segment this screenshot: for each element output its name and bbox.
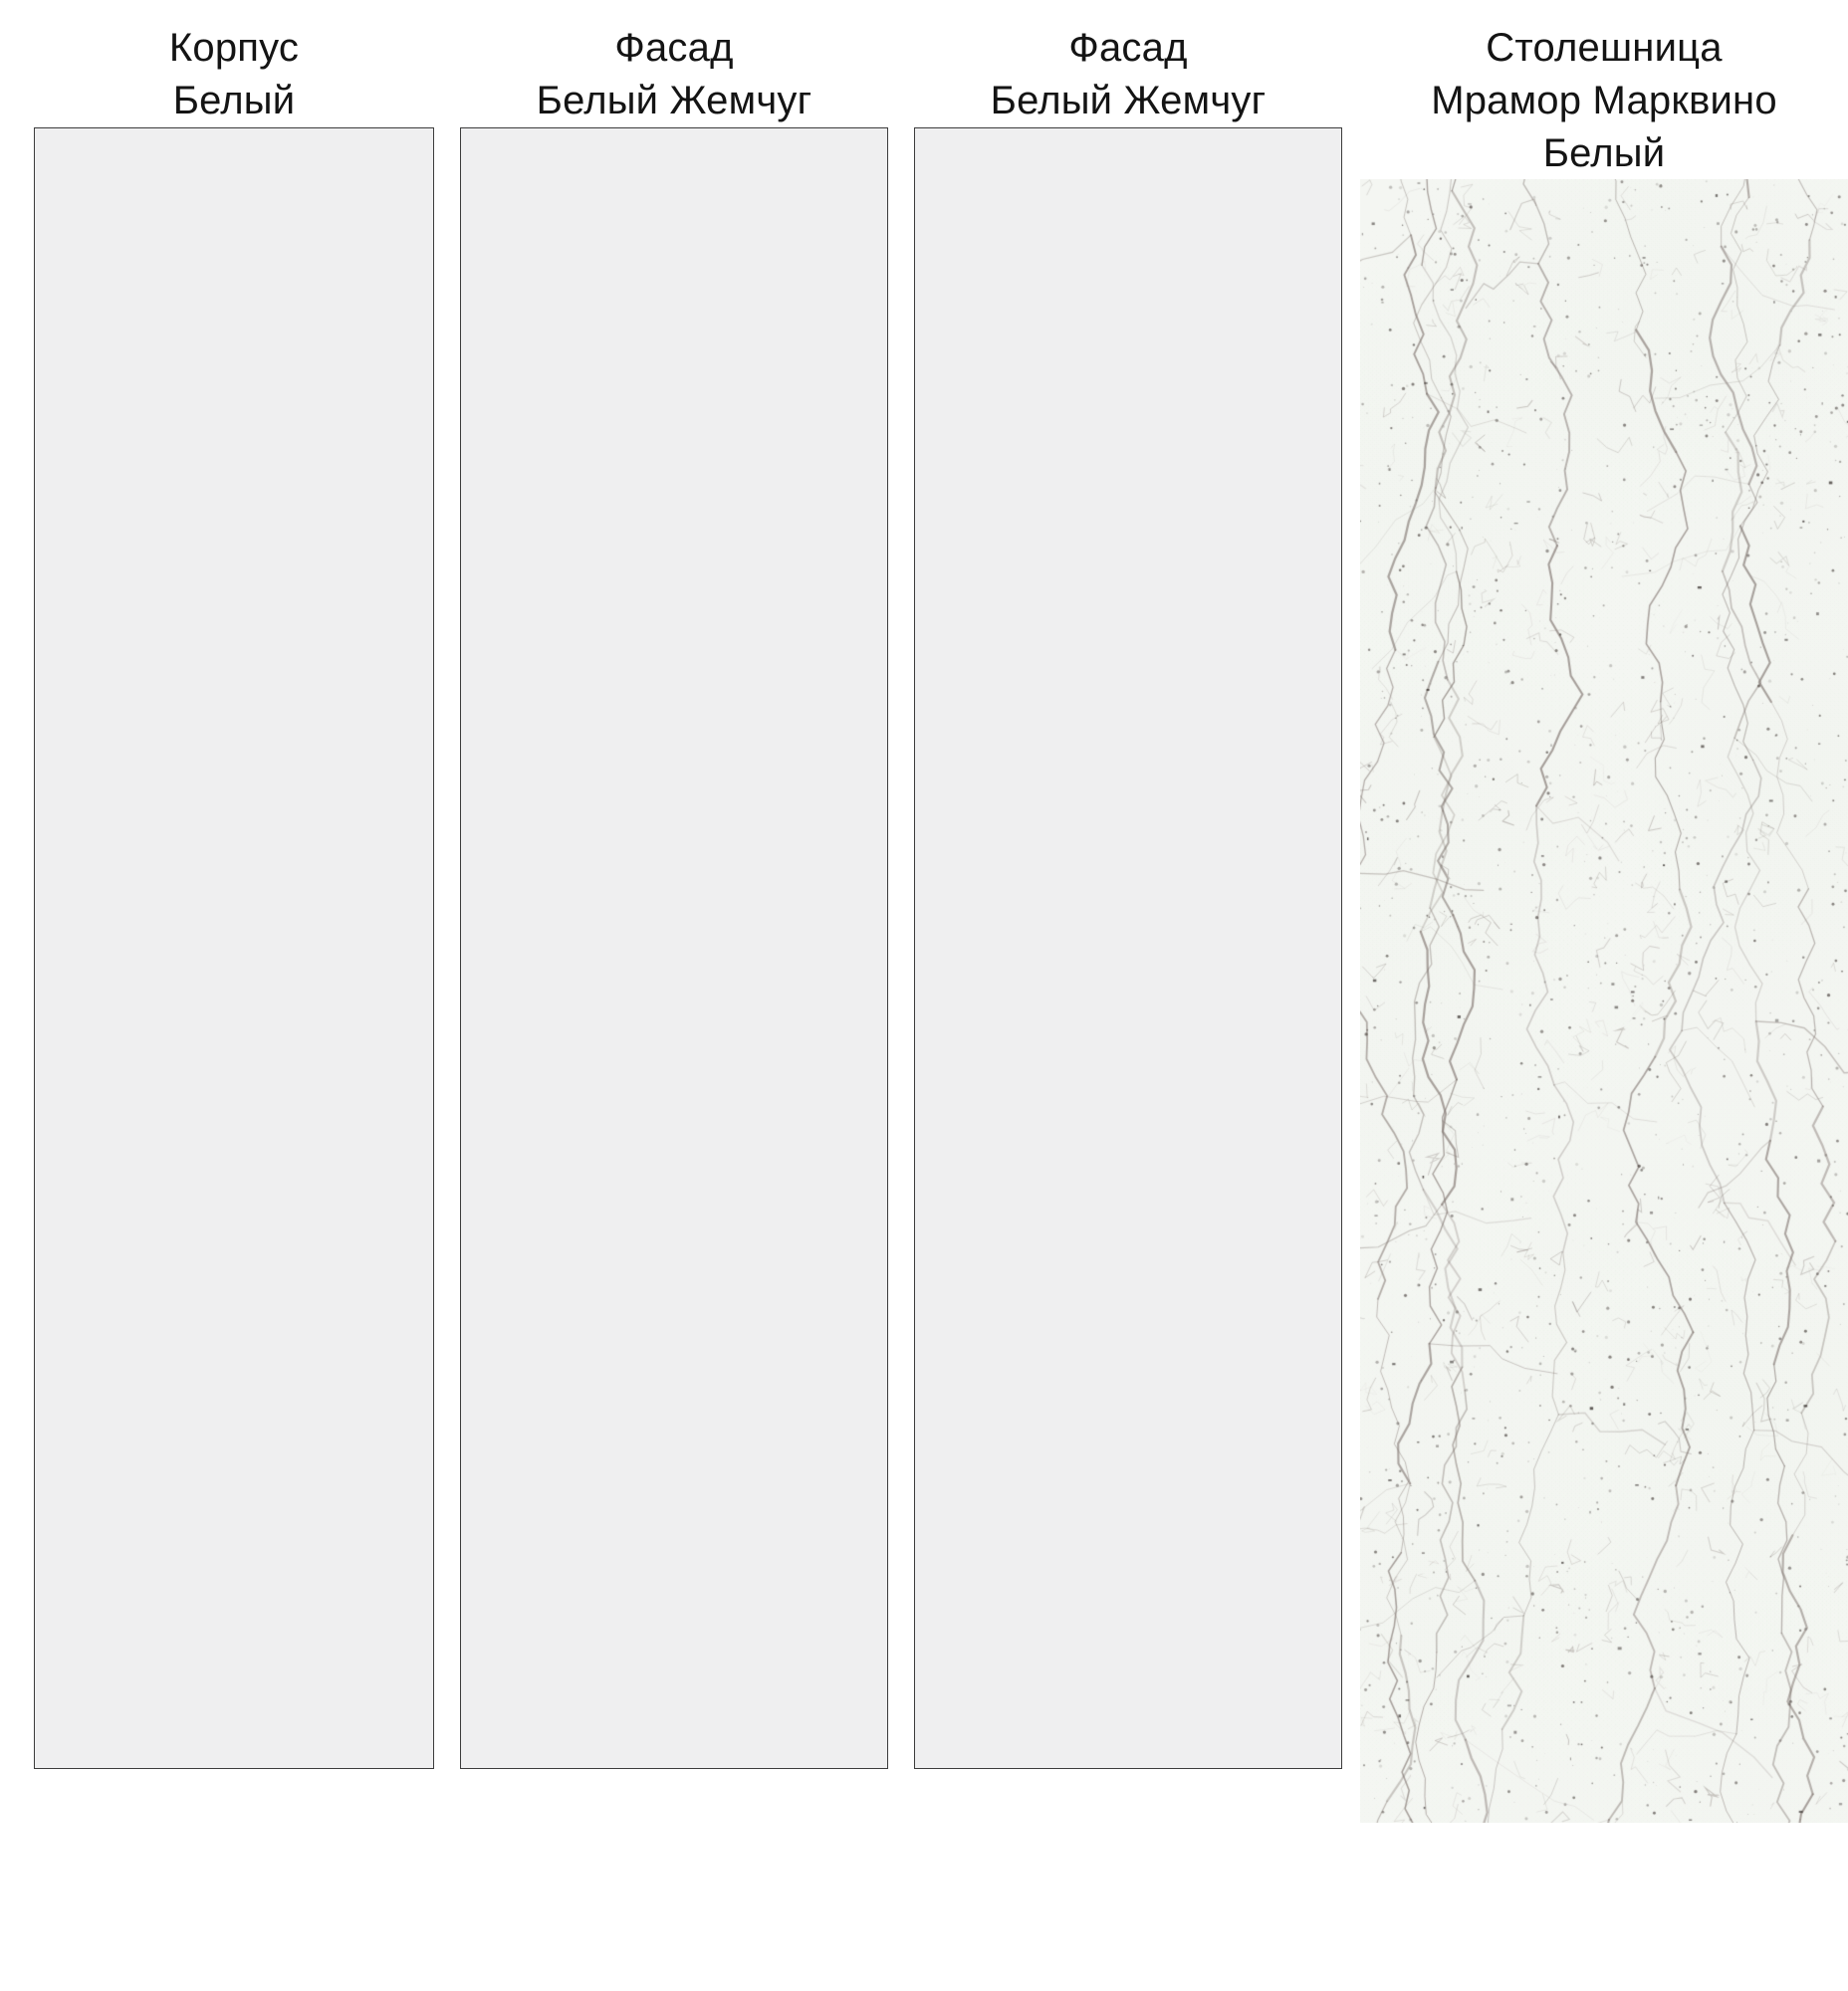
swatch-countertop-marble-marquino-white[interactable] <box>1360 179 1848 1823</box>
caption-line: Мрамор Марквино <box>1431 78 1777 122</box>
swatch-facade-white-pearl-1[interactable] <box>460 127 888 1769</box>
caption-line: Корпус <box>168 26 300 71</box>
marble-texture <box>1360 179 1848 1823</box>
swatch-korpus-white[interactable] <box>34 127 434 1769</box>
caption-line: Фасад <box>614 26 734 71</box>
caption-line: Фасад <box>1068 26 1188 71</box>
swatch-column-facade-white-pearl-1 <box>450 0 900 1769</box>
caption-line: Белый <box>1542 130 1666 175</box>
swatch-caption-facade-white-pearl-1 <box>460 0 888 127</box>
swatch-caption-facade-white-pearl-2 <box>914 0 1342 127</box>
swatch-caption-countertop-marble <box>1360 0 1848 179</box>
caption-line: Столешница <box>1486 26 1723 70</box>
caption-line: Белый Жемчуг <box>990 79 1267 123</box>
caption-line: Белый <box>172 79 296 123</box>
swatch-column-korpus-white <box>0 0 450 1769</box>
swatch-column-facade-white-pearl-2 <box>900 0 1350 1769</box>
caption-line: Белый Жемчуг <box>536 79 812 123</box>
swatch-caption-korpus-white <box>34 0 434 127</box>
swatch-column-countertop-marble <box>1350 0 1848 1823</box>
swatch-facade-white-pearl-2[interactable] <box>914 127 1342 1769</box>
